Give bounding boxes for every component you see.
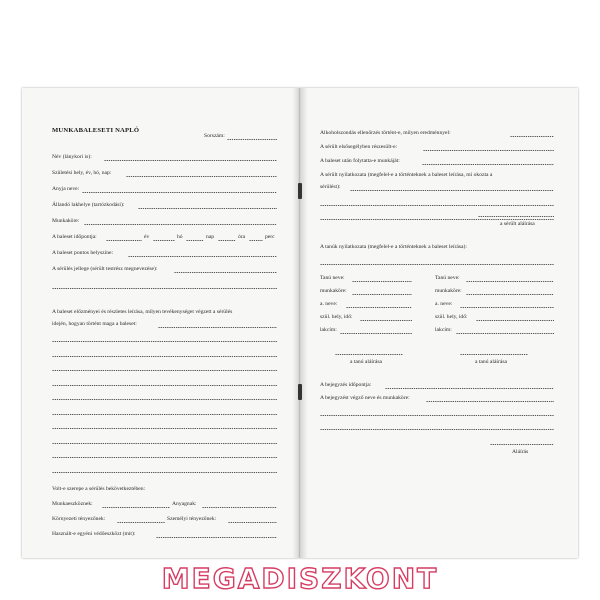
alcohol-line — [510, 136, 554, 137]
statement-label: A sérült nyilatkozata (megfelel-e a történteknek a baleset leírása, mi okozta a — [320, 172, 493, 178]
witness2-signature-label: a tanú aláírása — [475, 359, 507, 365]
description-line — [158, 327, 277, 328]
address-label: Állandó lakhelye (tartózkodási): — [52, 202, 125, 208]
entry-person-label: A bejegyzést végző neve és munkaköre: — [320, 395, 410, 401]
description-intro: A baleset előzményei és részletes leírása, milyen tevékenységet végzett a sérülés — [52, 309, 233, 315]
witness2-name-line — [466, 281, 554, 282]
entry-person-line-2 — [320, 415, 554, 416]
equipment-label: Munkaeszköznek: — [52, 501, 93, 507]
month-line — [153, 240, 175, 241]
statement-line — [350, 190, 554, 191]
factors-title: Volt-e szerepe a sérülés bekövetkeztében: — [52, 486, 146, 492]
binding-gutter — [292, 88, 308, 558]
witness1-mother-label: a. neve: — [320, 301, 338, 307]
entry-time-label: A bejegyzés időpontja: — [320, 382, 372, 388]
injury-type-line — [174, 272, 277, 273]
witness2-mother-line — [460, 307, 554, 308]
signature-label: Aláírás — [512, 449, 529, 455]
description-blank-line — [52, 443, 277, 444]
location-line — [128, 256, 277, 257]
day-line — [186, 240, 204, 241]
location-label: A baleset pontos helyszíne: — [52, 250, 114, 256]
witness1-name-label: Tanú neve: — [320, 275, 345, 281]
description-intro-2: idején, hogyan történt maga a baleset: — [52, 321, 137, 327]
entry-person-line-3 — [320, 429, 554, 430]
description-blank-line — [52, 472, 277, 473]
witness2-address-line — [456, 333, 554, 334]
work-continued-line — [422, 164, 554, 165]
address-line — [138, 208, 277, 209]
first-aid-label: A sérült elsősegélyben részesült-e: — [320, 144, 398, 150]
ppe-label: Használt-e egyéni védőeszközt (mit): — [52, 531, 136, 537]
equipment-line — [102, 507, 170, 508]
staple-top — [298, 183, 302, 199]
description-blank-line — [52, 414, 277, 415]
witness2-name-label: Tanú neve: — [435, 275, 460, 281]
day-unit: nap — [206, 234, 215, 240]
month-unit: hó — [177, 234, 183, 240]
serial-number-line — [227, 139, 277, 140]
entry-time-line — [385, 388, 554, 389]
witness2-birth-line — [476, 320, 554, 321]
witness1-address-label: lakcím: — [320, 327, 337, 333]
witness2-birth-label: szül. hely, idő: — [435, 314, 468, 320]
left-page — [22, 88, 300, 558]
entry-person-line — [426, 401, 554, 402]
material-label: Anyagnak: — [172, 501, 197, 507]
staple-bottom — [298, 384, 302, 400]
statement-line-2 — [320, 205, 554, 206]
environment-line — [117, 522, 165, 523]
witness1-mother-line — [346, 307, 412, 308]
description-blank-line — [52, 428, 277, 429]
accident-time-label: A baleset időpontja: — [52, 234, 97, 240]
right-page — [300, 88, 578, 558]
environment-label: Környezeti tényezőnek: — [52, 516, 106, 522]
witness2-job-line — [466, 294, 554, 295]
witness2-job-label: munkaköre: — [435, 288, 462, 294]
hour-unit: óra — [238, 234, 246, 240]
minute-unit: perc — [265, 234, 275, 240]
statement-label-2: sérülést): — [320, 184, 341, 190]
description-blank-line — [52, 385, 277, 386]
booklet — [22, 88, 578, 558]
minute-line — [249, 240, 263, 241]
witness2-address-label: lakcím: — [435, 327, 452, 333]
alcohol-label: Alkoholszondás ellenőrzés történt-e, milyen eredménnyel: — [320, 130, 451, 136]
witness1-name-line — [352, 281, 412, 282]
victim-signature-label: a sérült aláírása — [500, 221, 535, 227]
personal-line — [228, 522, 277, 523]
serial-number-label: Sorszám: — [204, 133, 225, 139]
witness-line — [320, 264, 554, 265]
year-line — [106, 240, 142, 241]
witness1-job-line — [352, 294, 412, 295]
statement-line-3 — [320, 219, 554, 220]
job-label: Munkaköre: — [52, 218, 80, 224]
signature-line — [490, 444, 554, 445]
birth-label: Születési hely, év, hó, nap: — [52, 170, 112, 176]
description-blank-line — [52, 399, 277, 400]
witness1-signature-label: a tanú aláírása — [350, 359, 382, 365]
description-blank-line — [52, 356, 277, 357]
witness1-address-line — [340, 333, 412, 334]
job-line — [84, 224, 277, 225]
description-blank-line — [52, 341, 277, 342]
material-line — [202, 507, 277, 508]
description-blank-line — [52, 370, 277, 371]
first-aid-line — [423, 150, 554, 151]
mother-name-line — [82, 192, 277, 193]
witness1-birth-line — [360, 320, 412, 321]
name-line — [104, 160, 277, 161]
description-blank-line — [52, 457, 277, 458]
witness1-birth-label: szül. hely, idő: — [320, 314, 353, 320]
witness1-job-label: munkaköre: — [320, 288, 347, 294]
hour-line — [218, 240, 236, 241]
ppe-line — [156, 537, 277, 538]
witness-statement-label: A tanúk nyilatkozata (megfelel-e a történteknek a baleset leírása): — [320, 244, 467, 250]
mother-name-label: Anyja neve: — [52, 186, 80, 192]
witness2-signature-line — [460, 354, 528, 355]
injury-extra-line — [52, 288, 277, 289]
work-continued-label: A baleset után folytatta-e munkáját: — [320, 158, 400, 164]
victim-signature-line — [478, 216, 554, 217]
birth-line — [126, 176, 277, 177]
form-title: MUNKABALESETI NAPLÓ — [52, 127, 140, 134]
name-label: Név (lánykori is): — [52, 154, 92, 160]
witness1-signature-line — [335, 354, 403, 355]
injury-type-label: A sérülés jellege (sérült testrész megnevezése): — [52, 266, 158, 272]
brand-watermark: MEGADISZKONT — [161, 562, 439, 595]
personal-label: Személyi tényezőnek: — [167, 516, 217, 522]
year-unit: év — [144, 234, 150, 240]
witness2-mother-label: a. neve: — [435, 301, 453, 307]
